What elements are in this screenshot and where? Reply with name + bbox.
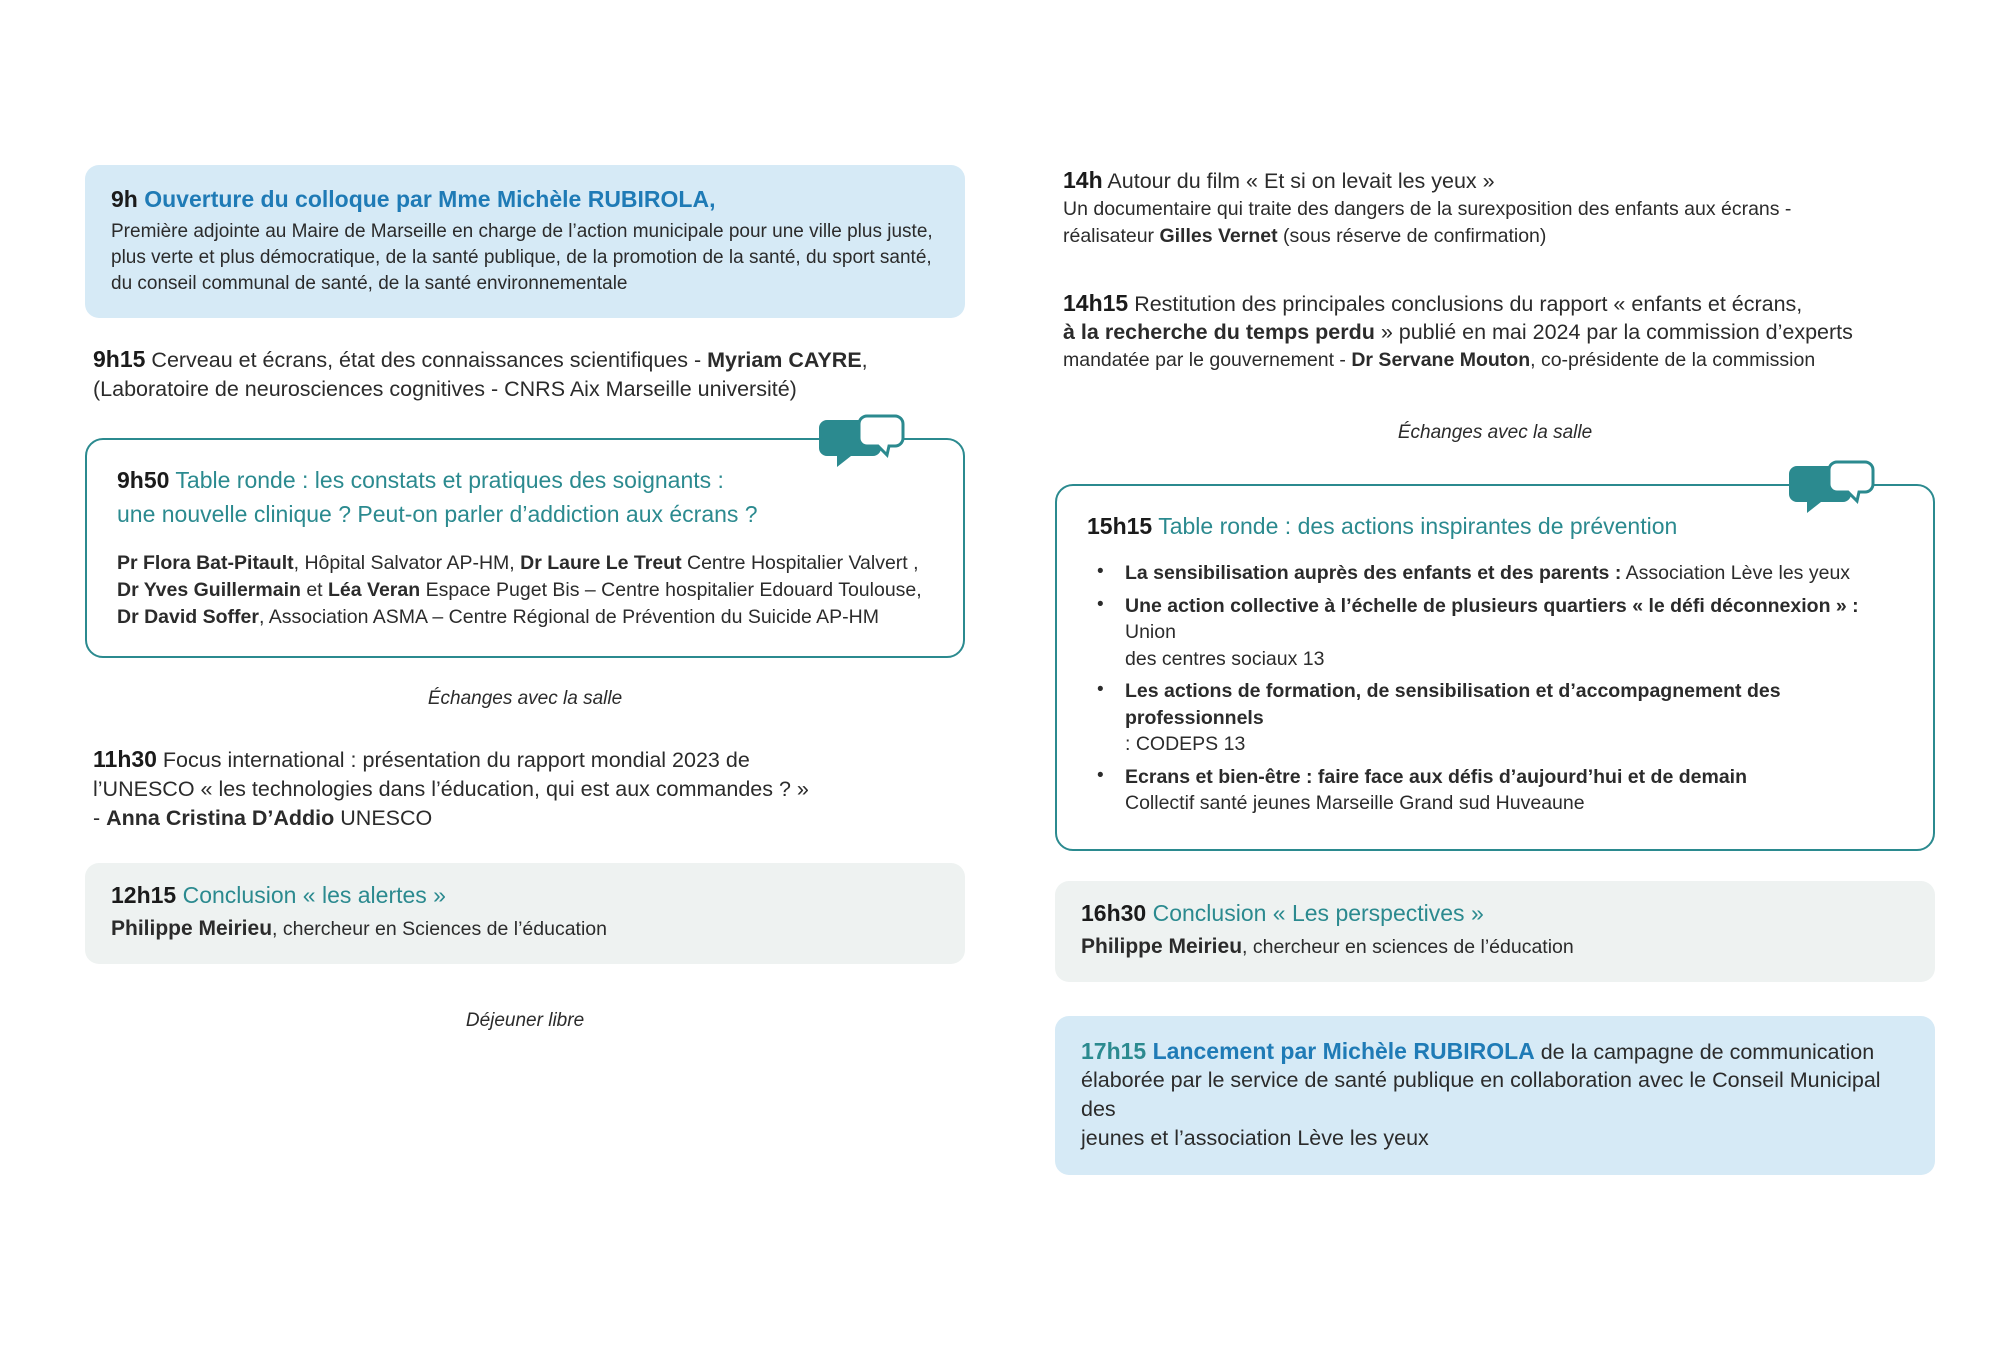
roundtable-1-conj: et [300,578,329,601]
conclusion-1-time: 12h15 [111,881,177,908]
roundtable-1-aff-2: Centre Hospitalier Valvert , [681,551,919,574]
roundtable-2-time: 15h15 [1087,513,1153,540]
conclusion-2-speaker-role: , chercheur en sciences de l’éducation [1242,935,1574,958]
roundtable-2-heading: Table ronde : des actions inspirantes de prévention [1152,513,1678,540]
conclusion-2-speaker-line [1081,933,1909,962]
dejeuner-note: Déjeuner libre [465,1009,585,1031]
unesco-time: 11h30 [93,746,157,773]
session-unesco [85,744,965,832]
roundtable-2-title [1087,512,1903,542]
film-note: (sous réserve de confirmation) [1277,224,1547,247]
launch-heading-rest: de la campagne de communication [1534,1039,1875,1064]
roundtable-1-heading-1: Table ronde : les constats et pratiques des soignants : [175,466,724,493]
roundtable-2-item-4-line2: Collectif santé jeunes Marseille Grand sud Huveaune [1125,792,1585,815]
session-opening-body: Première adjointe au Maire de Marseille en charge de l’action municipale pour une ville plus juste, plus verte et plus démocratique, de la santé publique, de la promotion de la santé, du sport santé, du conseil communal de santé, de la santé environnementale [111,220,933,294]
conclusion-2-time: 16h30 [1081,899,1147,926]
film-director: Gilles Vernet [1159,224,1278,247]
session-opening-title [111,185,939,215]
film-time: 14h [1063,167,1103,193]
echanges-2: Échanges avec la salle [1397,422,1593,444]
roundtable-1-title-2 [117,500,933,530]
conclusion-1-speaker: Philippe Meirieu [111,916,273,940]
roundtable-1-speaker-1: Pr Flora Bat-Pitault [117,551,294,574]
session-roundtable-1 [85,438,965,659]
session-brain-affiliation: , (Laboratoire de neurosciences cognitives - CNRS Aix Marseille université) [93,348,868,402]
roundtable-1-speakers-line-1 [117,550,933,577]
session-launch [1055,1016,1935,1175]
film-desc-1: Un documentaire qui traite des dangers de la surexposition des enfants aux écrans - [1063,197,1792,220]
roundtable-1-speakers-line-2 [117,577,933,604]
restitution-time: 14h15 [1063,289,1129,316]
list-item [1087,593,1903,673]
session-conclusion-1 [85,863,965,964]
session-brain [85,344,965,404]
list-item [1087,764,1903,817]
launch-heading: Lancement par Michèle RUBIROLA [1146,1037,1535,1064]
conclusion-2-title [1081,899,1909,929]
restitution-title-1: Restitution des principales conclusions du rapport « enfants et écrans, [1128,291,1803,316]
restitution-speaker: Dr Servane Mouton [1351,349,1531,372]
restitution-report-title: à la recherche du temps perdu [1063,320,1375,345]
launch-time: 17h15 [1081,1037,1147,1064]
unesco-line-2: l’UNESCO « les technologies dans l’éducation, qui est aux commandes ? » [93,777,809,802]
session-opening [85,165,965,318]
roundtable-1-aff-1: , Hôpital Salvator AP-HM, [293,551,521,574]
unesco-title-1: Focus international : présentation du rapport mondial 2023 de [156,748,750,773]
roundtable-2-item-4-bold: Ecrans et bien-être : faire face aux défis d’aujourd’hui et de demain [1125,765,1748,788]
film-director-label: réalisateur [1063,224,1160,247]
conclusion-1-speaker-role: , chercheur en Sciences de l’éducation [272,917,607,940]
unesco-speaker-aff: UNESCO [334,806,433,831]
roundtable-2-item-2-bold: Une action collective à l’échelle de plusieurs quartiers « le défi déconnexion » : [1125,594,1859,617]
unesco-line-1 [93,744,959,775]
session-roundtable-2 [1055,484,1935,851]
session-opening-heading: Ouverture du colloque par Mme Michèle RUBIROLA, [144,186,716,212]
unesco-dash: - [93,806,107,831]
roundtable-1-time: 9h50 [117,466,170,493]
restitution-line-2 [1063,318,1929,347]
session-brain-time: 9h15 [93,346,146,373]
launch-line-2: élaborée par le service de santé publique en collaboration avec le Conseil Municipal des [1081,1068,1881,1122]
launch-title-line [1081,1036,1909,1067]
roundtable-1-speaker-2: Dr Laure Le Treut [520,551,682,574]
roundtable-2-item-3-line2: : CODEPS 13 [1125,733,1246,756]
session-brain-line [93,344,959,404]
speech-bubble-icon-2 [1789,460,1875,520]
film-desc-2 [1063,223,1929,250]
conclusion-1-title [111,881,939,911]
roundtable-2-items [1087,560,1903,817]
restitution-speaker-role: , co-présidente de la commission [1530,349,1816,372]
session-restitution [1055,288,1935,375]
roundtable-2-item-1-rest: Association Lève les yeux [1621,562,1851,585]
restitution-line-3 [1063,347,1929,374]
conclusion-1-heading: Conclusion « les alertes » [176,881,446,908]
roundtable-1-speakers-line-3 [117,604,933,631]
list-item [1087,560,1903,587]
speech-bubble-icon [819,414,905,474]
roundtable-1-speaker-3: Dr Yves Guillermain [117,578,301,601]
roundtable-1-aff-4: , Association ASMA – Centre Régional de Prévention du Suicide AP-HM [258,605,879,628]
film-title: Autour du film « Et si on levait les yeux » [1102,169,1495,193]
roundtable-1-speaker-5: Dr David Soffer [117,605,259,628]
film-title-line [1063,165,1929,196]
restitution-line-1 [1063,288,1929,319]
session-brain-title: Cerveau et écrans, état des connaissances scientifiques - [145,348,708,373]
roundtable-2-item-2-line2: des centres sociaux 13 [1125,647,1325,670]
session-film [1055,165,1935,250]
roundtable-2-item-1-bold: La sensibilisation auprès des enfants et des parents : [1125,562,1622,585]
roundtable-2-item-2-rest: Union [1125,621,1176,644]
conclusion-1-speaker-line [111,915,939,944]
restitution-mandate: mandatée par le gouvernement - [1063,349,1352,372]
roundtable-1-heading-2: une nouvelle clinique ? Peut-on parler d’addiction aux écrans ? [117,500,758,527]
roundtable-1-title-1 [117,466,933,496]
roundtable-1-speaker-4: Léa Veran [328,578,421,601]
unesco-line-3 [93,804,959,833]
left-column [85,165,965,1032]
conclusion-2-speaker: Philippe Meirieu [1081,934,1243,958]
right-column [1055,165,1935,1201]
roundtable-2-item-3-bold: Les actions de formation, de sensibilisation et d’accompagnement des professionnels [1125,680,1781,729]
conclusion-2-heading: Conclusion « Les perspectives » [1146,899,1484,926]
list-item [1087,678,1903,758]
echanges-1: Échanges avec la salle [427,688,623,710]
session-opening-time: 9h [111,186,138,212]
unesco-speaker: Anna Cristina D’Addio [106,806,335,831]
restitution-title-2-rest: » publié en mai 2024 par la commission d’experts [1374,320,1853,345]
roundtable-1-aff-3: Espace Puget Bis – Centre hospitalier Edouard Toulouse, [420,578,922,601]
session-conclusion-2 [1055,881,1935,982]
session-brain-speaker: Myriam CAYRE [707,348,862,373]
launch-line-3: jeunes et l’association Lève les yeux [1081,1125,1429,1150]
